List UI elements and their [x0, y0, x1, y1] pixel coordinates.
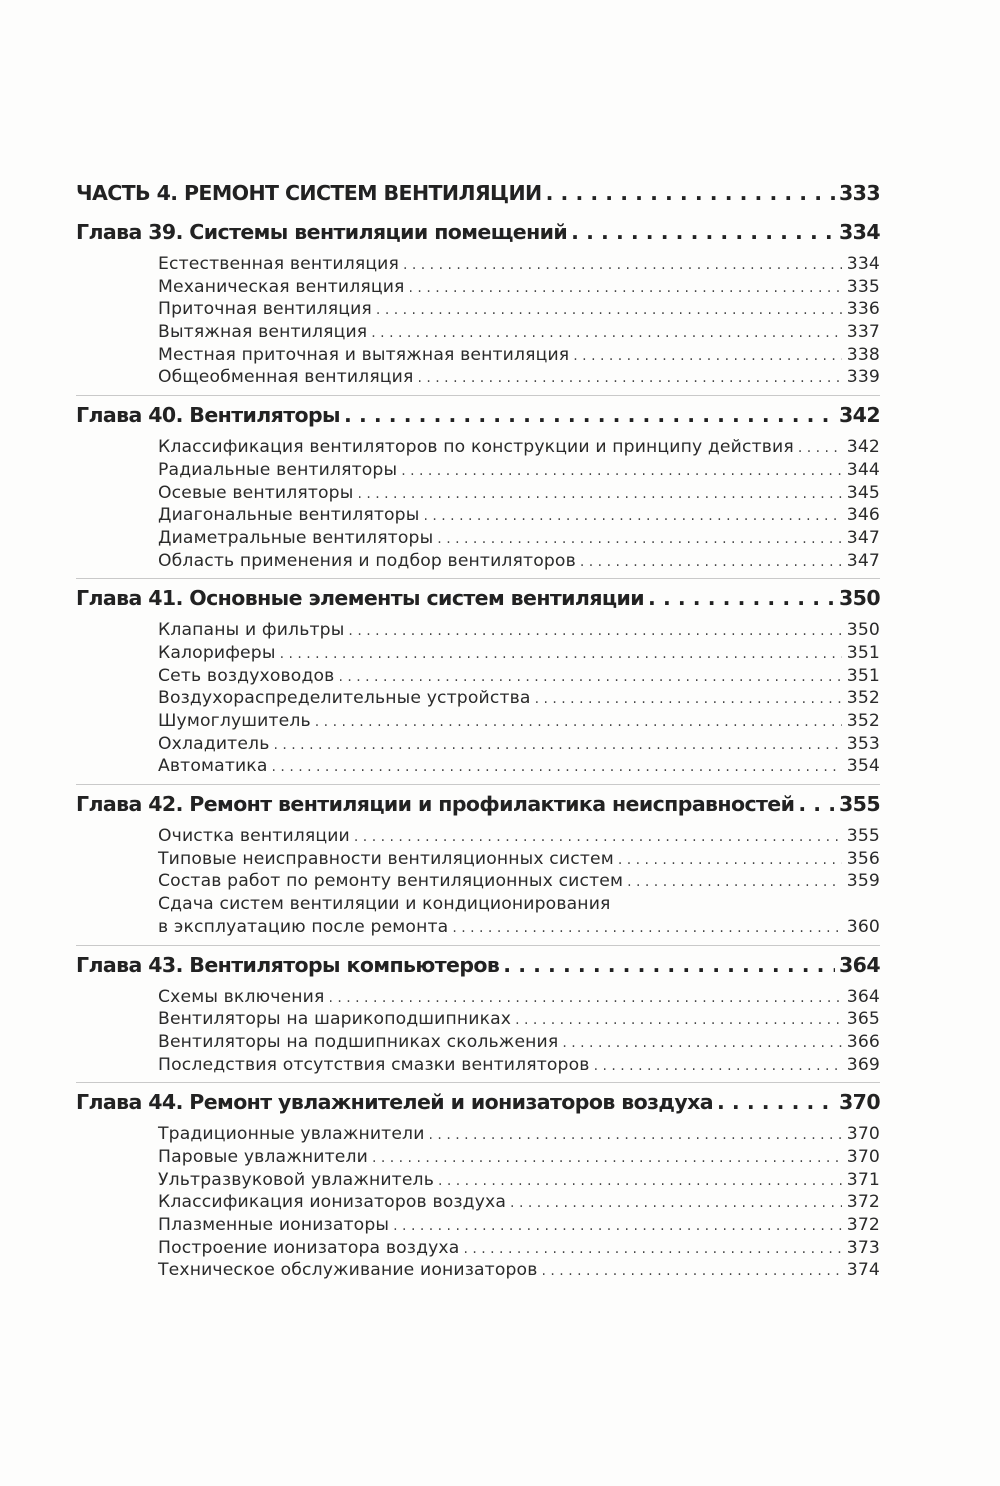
section-page: 347 — [846, 550, 880, 571]
chapter-page: 355 — [839, 792, 880, 817]
chapter-heading — [76, 789, 880, 819]
section-entry — [158, 298, 880, 321]
dot-leader — [571, 217, 835, 247]
section-title: Диаметральные вентиляторы — [158, 527, 434, 548]
dot-leader — [573, 345, 842, 368]
section-page: 356 — [846, 848, 880, 869]
chapter-page: 364 — [839, 952, 880, 977]
section-page: 351 — [846, 642, 880, 663]
section-title: Клапаны и фильтры — [158, 620, 345, 641]
section-entry — [158, 916, 880, 939]
section-page: 371 — [846, 1169, 880, 1190]
chapter-39 — [76, 217, 880, 396]
section-entry — [158, 1123, 880, 1146]
section-title: Сеть воздуховодов — [158, 665, 335, 686]
dot-leader — [403, 254, 842, 277]
section-page: 335 — [846, 276, 880, 297]
section-page: 336 — [846, 299, 880, 320]
section-page: 342 — [846, 437, 880, 458]
section-page: 366 — [846, 1031, 880, 1052]
section-entry — [158, 733, 880, 756]
section-title: в эксплуатацию после ремонта — [158, 916, 449, 937]
section-title: Классификация ионизаторов воздуха — [158, 1192, 507, 1213]
section-page: 337 — [846, 322, 880, 343]
chapter-title: Глава 44. Ремонт увлажнителей и ионизаторов воздуха — [76, 1090, 713, 1115]
section-title: Естественная вентиляция — [158, 254, 399, 274]
chapter-42 — [76, 789, 880, 945]
section-page: 339 — [846, 367, 880, 388]
section-page: 364 — [846, 986, 880, 1007]
chapter-43 — [76, 950, 880, 1084]
section-page: 347 — [846, 527, 880, 548]
section-title: Область применения и подбор вентиляторов — [158, 550, 576, 571]
section-page: 370 — [846, 1124, 880, 1145]
section-entry — [158, 1191, 880, 1214]
dot-leader — [562, 1032, 842, 1055]
section-list — [76, 619, 880, 778]
chapter-title: Глава 42. Ремонт вентиляции и профилактика неисправностей — [76, 792, 795, 817]
dot-leader — [798, 789, 835, 819]
table-of-contents — [76, 178, 880, 1282]
section-entry — [158, 848, 880, 871]
divider — [76, 784, 880, 785]
section-page: 351 — [846, 665, 880, 686]
dot-leader — [437, 528, 842, 551]
dot-leader — [348, 620, 842, 643]
section-entry — [158, 870, 880, 893]
dot-leader — [648, 583, 835, 613]
section-page: 369 — [846, 1054, 880, 1075]
chapter-41 — [76, 583, 880, 785]
dot-leader — [542, 1260, 843, 1283]
chapter-heading — [76, 950, 880, 980]
section-list — [76, 1123, 880, 1282]
section-entry — [158, 1259, 880, 1282]
dot-leader — [273, 734, 842, 757]
dot-leader — [452, 917, 842, 940]
section-entry-multiline — [158, 893, 880, 938]
section-title: Классификация вентиляторов по конструкции и принципу действия — [158, 437, 794, 458]
chapter-heading — [76, 583, 880, 613]
section-entry — [158, 1054, 880, 1077]
dot-leader — [357, 483, 842, 506]
section-title: Местная приточная и вытяжная вентиляция — [158, 344, 570, 365]
part-page: 333 — [839, 181, 880, 205]
dot-leader — [272, 756, 842, 779]
section-entry — [158, 687, 880, 710]
section-entry — [158, 527, 880, 550]
section-entry — [158, 710, 880, 733]
dot-leader — [438, 1170, 842, 1193]
chapter-title: Глава 43. Вентиляторы компьютеров — [76, 952, 500, 977]
chapter-title: Глава 39. Системы вентиляции помещений — [76, 220, 568, 244]
section-list — [76, 436, 880, 572]
part-heading — [76, 178, 880, 208]
section-page: 354 — [846, 756, 880, 777]
section-entry — [158, 825, 880, 848]
section-title: Воздухораспределительные устройства — [158, 688, 531, 709]
section-title: Вытяжная вентиляция — [158, 322, 368, 343]
dot-leader — [423, 505, 842, 528]
section-title: Состав работ по ремонту вентиляционных систем — [158, 871, 624, 892]
chapter-heading — [76, 400, 880, 430]
dot-leader — [627, 871, 842, 894]
dot-leader — [315, 711, 842, 734]
section-page: 370 — [846, 1146, 880, 1167]
chapter-page: 342 — [839, 403, 880, 428]
section-entry — [158, 755, 880, 778]
section-list — [76, 825, 880, 938]
dot-leader — [798, 437, 842, 460]
dot-leader — [546, 178, 835, 208]
section-entry — [158, 1169, 880, 1192]
dot-leader — [594, 1055, 842, 1078]
chapter-heading — [76, 1087, 880, 1117]
dot-leader — [376, 299, 842, 322]
section-page: 372 — [846, 1215, 880, 1235]
chapter-page: 350 — [839, 586, 880, 611]
section-title: Охладитель — [158, 733, 270, 754]
section-title: Шумоглушитель — [158, 711, 311, 731]
dot-leader — [417, 367, 842, 390]
section-title: Паровые увлажнители — [158, 1146, 368, 1167]
section-page: 346 — [846, 505, 880, 526]
section-title: Калориферы — [158, 642, 276, 663]
section-title: Построение ионизатора воздуха — [158, 1237, 460, 1258]
dot-leader — [429, 1124, 842, 1147]
divider — [76, 945, 880, 946]
section-entry — [158, 1237, 880, 1260]
section-page: 350 — [846, 620, 880, 641]
dot-leader — [510, 1192, 842, 1215]
section-entry — [158, 321, 880, 344]
section-title: Плазменные ионизаторы — [158, 1215, 390, 1235]
section-page: 334 — [846, 254, 880, 274]
section-page: 359 — [846, 871, 880, 892]
section-title: Вентиляторы на подшипниках скольжения — [158, 1031, 559, 1052]
chapter-page: 334 — [839, 220, 880, 244]
section-page: 352 — [846, 711, 880, 731]
part-title: ЧАСТЬ 4. РЕМОНТ СИСТЕМ ВЕНТИЛЯЦИИ — [76, 181, 542, 205]
section-title: Вентиляторы на шарикоподшипниках — [158, 1009, 512, 1030]
section-entry — [158, 276, 880, 299]
section-entry — [158, 986, 880, 1009]
dot-leader — [280, 643, 842, 666]
section-entry — [158, 436, 880, 459]
dot-leader — [371, 322, 842, 345]
dot-leader — [338, 666, 842, 689]
section-entry — [158, 665, 880, 688]
section-entry — [158, 253, 880, 276]
section-entry — [158, 344, 880, 367]
section-title-line1: Сдача систем вентиляции и кондиционирования — [158, 894, 611, 915]
section-entry — [158, 504, 880, 527]
section-page: 345 — [846, 482, 880, 503]
dot-leader — [535, 688, 842, 711]
section-list — [76, 253, 880, 389]
section-page: 365 — [846, 1009, 880, 1030]
section-title: Осевые вентиляторы — [158, 482, 354, 503]
dot-leader — [580, 551, 842, 574]
dot-leader — [372, 1147, 842, 1170]
section-title: Последствия отсутствия смазки вентиляторов — [158, 1054, 590, 1075]
divider — [76, 395, 880, 396]
section-page: 360 — [846, 916, 880, 937]
section-title: Общеобменная вентиляция — [158, 367, 414, 388]
chapter-40 — [76, 400, 880, 579]
section-title: Ультразвуковой увлажнитель — [158, 1169, 434, 1190]
section-title: Схемы включения — [158, 986, 325, 1007]
dot-leader — [463, 1238, 842, 1261]
section-title: Диагональные вентиляторы — [158, 505, 420, 526]
dot-leader — [401, 460, 842, 483]
section-entry — [158, 642, 880, 665]
section-page: 374 — [846, 1260, 880, 1281]
dot-leader — [515, 1009, 842, 1032]
divider — [76, 578, 880, 579]
chapter-title: Глава 41. Основные элементы систем вентиляции — [76, 586, 645, 611]
section-title: Традиционные увлажнители — [158, 1124, 425, 1145]
section-page: 355 — [846, 826, 880, 847]
section-entry — [158, 619, 880, 642]
section-page: 353 — [846, 733, 880, 754]
dot-leader — [354, 826, 842, 849]
section-entry — [158, 482, 880, 505]
section-entry — [158, 459, 880, 482]
section-entry — [158, 1146, 880, 1169]
chapter-heading — [76, 217, 880, 247]
chapter-title: Глава 40. Вентиляторы — [76, 403, 341, 428]
dot-leader — [503, 950, 835, 980]
section-entry — [158, 366, 880, 389]
section-page: 373 — [846, 1237, 880, 1258]
section-title: Техническое обслуживание ионизаторов — [158, 1260, 538, 1281]
section-page: 372 — [846, 1192, 880, 1213]
section-entry — [158, 550, 880, 573]
section-title: Радиальные вентиляторы — [158, 459, 398, 480]
dot-leader — [328, 987, 842, 1010]
section-title: Типовые неисправности вентиляционных систем — [158, 848, 614, 869]
section-title: Механическая вентиляция — [158, 276, 405, 297]
section-entry — [158, 1008, 880, 1031]
section-title: Приточная вентиляция — [158, 299, 372, 320]
chapter-page: 370 — [839, 1090, 880, 1115]
dot-leader — [344, 400, 835, 430]
chapter-44 — [76, 1087, 880, 1282]
section-list — [76, 986, 880, 1077]
section-page: 352 — [846, 688, 880, 709]
dot-leader — [393, 1215, 842, 1238]
section-page: 344 — [846, 459, 880, 480]
section-title: Автоматика — [158, 756, 268, 777]
section-page: 338 — [846, 344, 880, 365]
dot-leader — [618, 849, 842, 872]
dot-leader — [717, 1087, 835, 1117]
section-entry — [158, 1031, 880, 1054]
section-entry — [158, 1214, 880, 1237]
divider — [76, 1082, 880, 1083]
section-title: Очистка вентиляции — [158, 826, 350, 847]
dot-leader — [409, 277, 842, 300]
